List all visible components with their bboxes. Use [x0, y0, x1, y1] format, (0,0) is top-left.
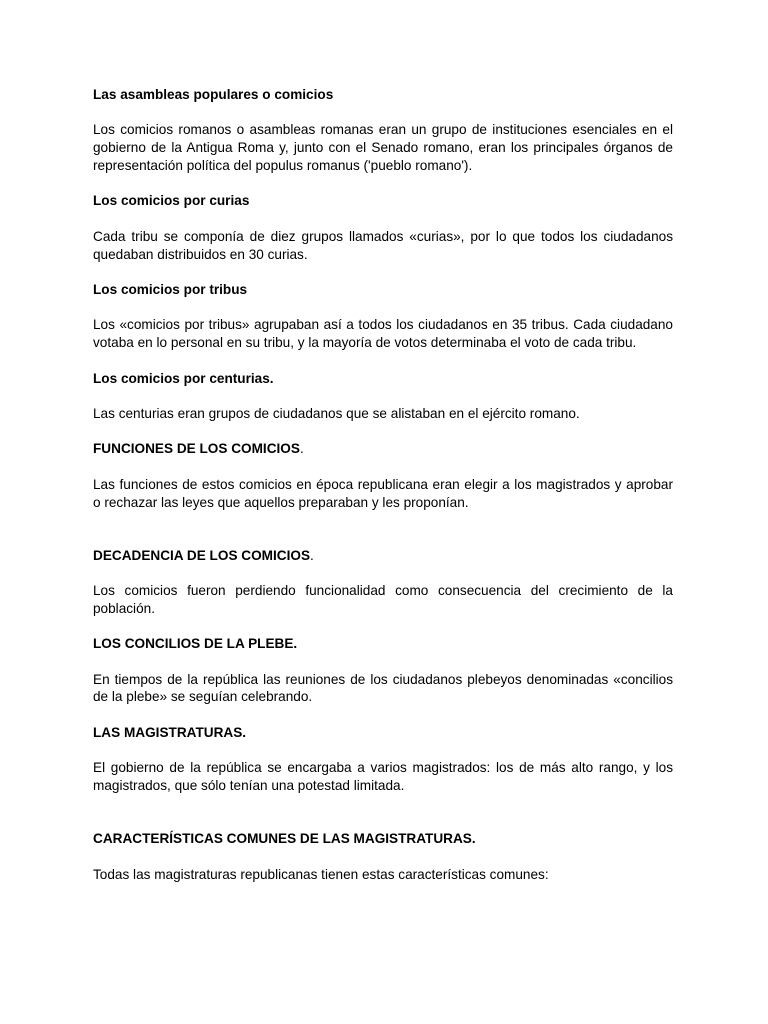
- section-heading: CARACTERÍSTICAS COMUNES DE LAS MAGISTRATURAS.: [93, 831, 476, 847]
- section-heading: Los comicios por curias: [93, 193, 250, 209]
- section-paragraph: Cada tribu se componía de diez grupos llamados «curias», por lo que todos los ciudadanos quedaban distribuidos en 30 curias.: [93, 228, 673, 262]
- section-heading: Los comicios por tribus: [93, 281, 248, 297]
- section-paragraph: Los comicios fueron perdiendo funcionalidad como consecuencia del crecimiento de la población.: [93, 583, 673, 616]
- section-paragraph: El gobierno de la república se encargaba a varios magistrados: los de más alto rango, y los magistrados, que sólo tenían una potestad limitada.: [93, 760, 673, 794]
- section-heading: LOS CONCILIOS DE LA PLEBE.: [93, 636, 298, 652]
- section-heading: Los comicios por centurias.: [93, 370, 274, 386]
- section-heading: FUNCIONES DE LOS COMICIOS.: [93, 441, 304, 457]
- section-paragraph: Los comicios romanos o asambleas romanas eran un grupo de instituciones esenciales en el gobierno de la Antigua Roma y, junto con el Senado romano, eran los principales órganos de representación política del populus romanus ('pueblo romano').: [93, 122, 673, 173]
- section-paragraph: Todas las magistraturas republicanas tienen estas características comunes:: [93, 866, 549, 882]
- section-paragraph: Los «comicios por tribus» agrupaban así a todos los ciudadanos en 35 tribus. Cada ciudadano votaba en lo personal en su tribu, y la mayoría de votos determinaba el voto de cada tribu.: [93, 317, 673, 351]
- section-paragraph: Las centurias eran grupos de ciudadanos que se alistaban en el ejército romano.: [93, 405, 580, 421]
- section-heading: LAS MAGISTRATURAS.: [93, 724, 247, 740]
- section-paragraph: En tiempos de la república las reuniones de los ciudadanos plebeyos denominadas «concilios de la plebe» se seguían celebrando.: [93, 671, 673, 705]
- section-paragraph: Las funciones de estos comicios en época republicana eran elegir a los magistrados y aprobar o rechazar las leyes que aquellos preparaban y les proponían.: [93, 476, 673, 510]
- section-heading: DECADENCIA DE LOS COMICIOS.: [93, 547, 314, 563]
- document-page: [93, 86, 673, 883]
- section-heading: Las asambleas populares o comicios: [93, 87, 334, 102]
